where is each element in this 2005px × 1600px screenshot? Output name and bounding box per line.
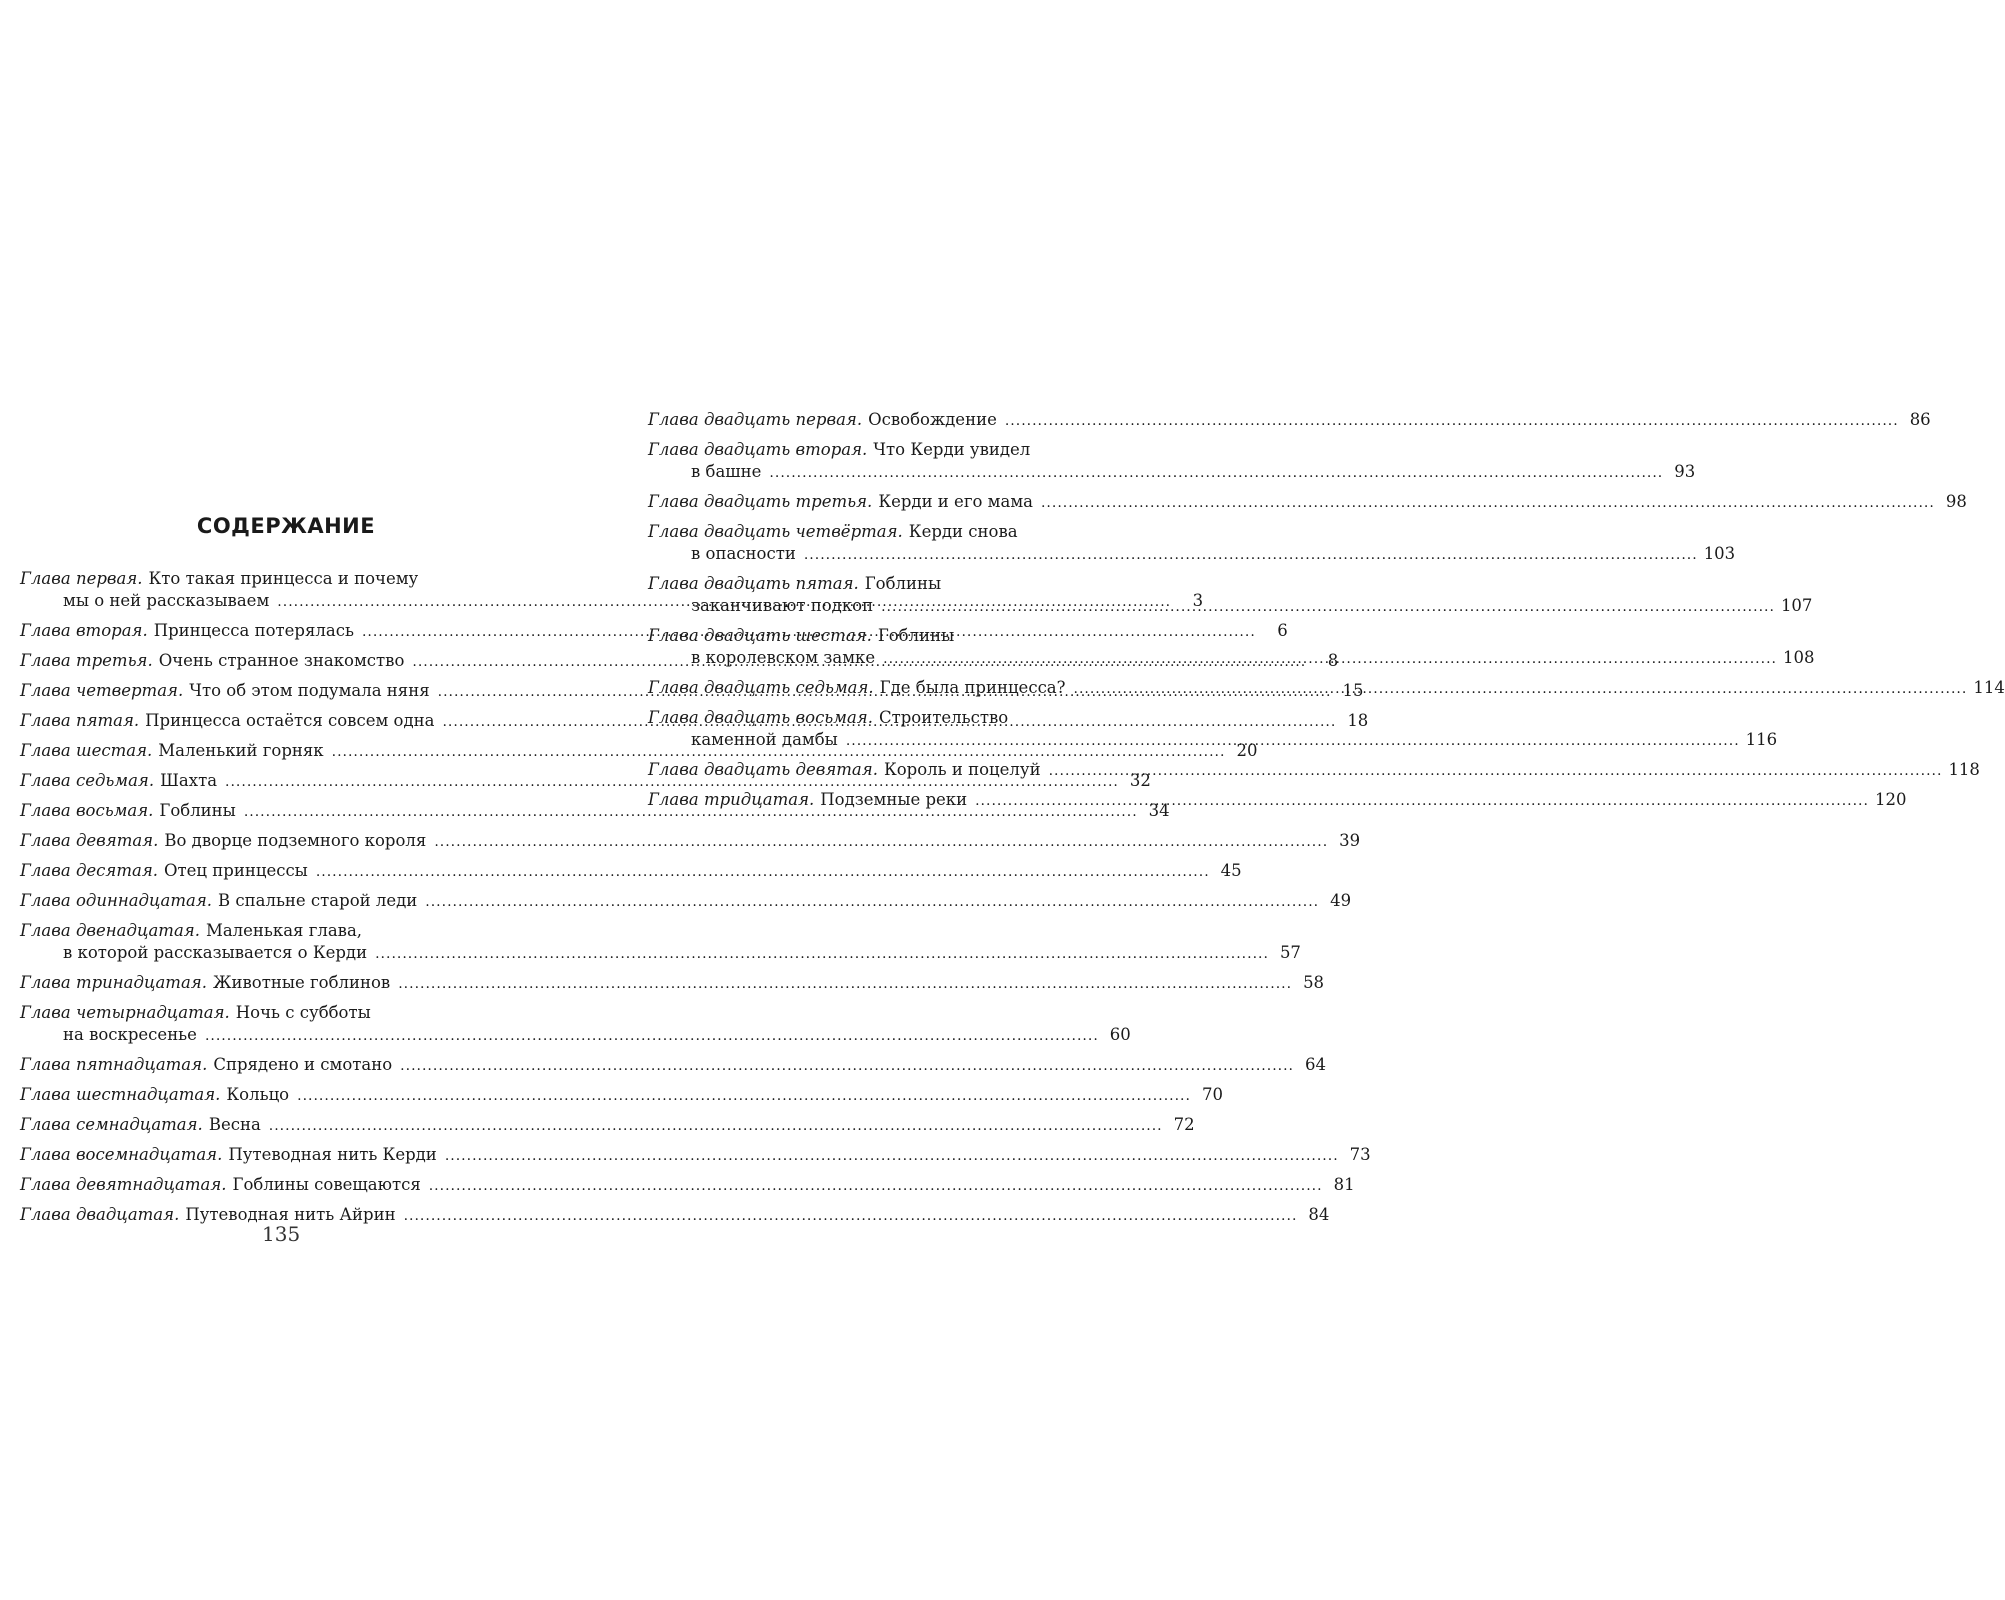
toc-entry [648,491,1967,514]
chapter-label: Глава шестнадцатая. [20,1085,221,1104]
toc-entry [20,972,1325,995]
toc-entry [20,890,1352,913]
page-ref: 107 [1780,596,1813,615]
page-ref: 20 [1236,741,1258,760]
page-ref: 93 [1674,462,1696,481]
toc-entry-line [20,1114,1195,1137]
toc-entry [20,920,1301,965]
dot-leader [375,943,1269,965]
chapter-label: Глава двенадцатая. [20,921,200,940]
chapter-title: Принцесса остаётся совсем одна [145,711,435,730]
toc-entry [648,439,1696,484]
toc-entry [20,860,1242,883]
page-ref: 49 [1330,891,1352,910]
page-ref: 57 [1279,943,1301,962]
toc-entry-line [20,770,1151,793]
chapter-label: Глава двадцать седьмая. [648,678,874,697]
chapter-title: Маленький горняк [158,741,324,760]
toc-entry-line [20,1002,534,1024]
dot-leader [205,1025,1099,1047]
toc-entry [20,1114,1195,1137]
page-ref: 103 [1703,544,1736,563]
dot-leader [316,861,1210,883]
chapter-title: Что Керди увидел [873,440,1031,459]
dot-leader [1049,760,1943,782]
toc-entry-line [648,759,1980,782]
toc-entry [20,800,1170,823]
dot-leader [269,1115,1163,1137]
toc-entry-line [20,860,1242,883]
chapter-title: Весна [208,1115,261,1134]
page-ref: 86 [1909,410,1931,429]
toc-entry-line [20,972,1325,995]
chapter-label: Глава двадцать вторая. [648,440,868,459]
toc-entry-line [20,1054,1327,1077]
chapter-title: в королевском замке [691,648,876,667]
page-title: СОДЕРЖАНИЕ [196,514,376,538]
page-number: 135 [262,1222,301,1246]
chapter-title: Ночь с субботы [235,1003,371,1022]
chapter-title: в которой рассказывается о Керди [63,943,368,962]
chapter-title: В спальне старой леди [218,891,418,910]
chapter-title: Маленькая глава, [205,921,363,940]
chapter-title: Путеводная нить Айрин [185,1205,396,1224]
toc-entry-line [648,707,1178,729]
toc-entry-line [20,740,1258,763]
dot-leader [297,1085,1191,1107]
toc-entry [20,1002,1131,1047]
chapter-title: Кто такая принцесса и почему [148,569,419,588]
toc-entry-line [20,1144,1371,1167]
chapter-title: в башне [691,462,762,481]
toc-entry [648,409,1931,432]
chapter-title: Гоблины [864,574,942,593]
toc-entry-line [648,595,1813,618]
chapter-label: Глава вторая. [20,621,148,640]
chapter-title: Подземные реки [820,790,968,809]
dot-leader [881,596,1775,618]
dot-leader [398,973,1292,995]
chapter-title: Керди и его мама [878,492,1033,511]
page-ref: 15 [1342,681,1364,700]
toc-entry-line [648,543,1736,566]
toc-entry-line [648,521,1178,543]
toc-entry-line [648,491,1967,514]
page-ref: 73 [1349,1145,1371,1164]
page-ref: 108 [1782,648,1815,667]
chapter-label: Глава семнадцатая. [20,1115,203,1134]
toc-entry-line [648,647,1815,670]
dot-leader [434,831,1328,853]
chapter-title: мы о ней рассказываем [63,591,270,610]
page-ref: 118 [1948,760,1980,779]
toc-entry [20,1174,1355,1197]
chapter-label: Глава двадцать четвёртая. [648,522,903,541]
chapter-label: Глава девятнадцатая. [20,1175,227,1194]
toc-entry [20,1144,1371,1167]
toc-entry [648,521,1736,566]
page-ref: 120 [1874,790,1907,809]
chapter-label: Глава тридцатая. [648,790,815,809]
page-ref: 39 [1339,831,1361,850]
chapter-title: Животные гоблинов [212,973,391,992]
chapter-label: Глава двадцатая. [20,1205,180,1224]
chapter-title: Гоблины [877,626,955,645]
chapter-title: Во дворце подземного короля [164,831,427,850]
toc-entry-line [648,625,1178,647]
chapter-label: Глава первая. [20,569,143,588]
page-ref: 3 [1192,591,1204,610]
toc-entry [648,759,1980,782]
page-ref: 58 [1303,973,1325,992]
toc-entry-line [648,573,1178,595]
chapter-label: Глава двадцать девятая. [648,760,878,779]
chapter-label: Глава двадцать первая. [648,410,863,429]
chapter-label: Глава третья. [20,651,153,670]
chapter-title: в опасности [691,544,796,563]
toc-entry [648,573,1813,618]
toc-entry-line [20,830,1361,853]
toc-entry-line [20,942,1301,965]
chapter-title: Король и поцелуй [883,760,1041,779]
chapter-title: Принцесса потерялась [153,621,354,640]
dot-leader [445,1145,1339,1167]
chapter-title: Гоблины [159,801,236,820]
page-ref: 114 [1973,678,2005,697]
chapter-label: Глава пятая. [20,711,140,730]
toc-entry-line [648,789,1907,812]
toc-entry-line [20,800,1170,823]
page-ref: 6 [1277,621,1288,640]
dot-leader [429,1175,1323,1197]
dot-leader [846,730,1740,752]
toc-entry-line [20,890,1352,913]
page-ref: 70 [1201,1085,1223,1104]
chapter-title: Отец принцессы [164,861,308,880]
dot-leader [400,1055,1294,1077]
chapter-title: заканчивают подкоп [691,596,874,615]
dot-leader [883,648,1777,670]
page-ref: 72 [1173,1115,1195,1134]
dot-leader [404,1205,1298,1227]
chapter-label: Глава шестая. [20,741,153,760]
dot-leader [1041,492,1935,514]
chapter-title: Очень странное знакомство [158,651,405,670]
page-ref: 116 [1745,730,1778,749]
chapter-title: Кольцо [226,1085,290,1104]
chapter-label: Глава девятая. [20,831,159,850]
toc-entry [20,830,1361,853]
toc-entry-line [20,920,534,942]
page-ref: 45 [1220,861,1242,880]
page-ref: 84 [1308,1205,1330,1224]
toc-entry-line [20,568,534,590]
chapter-title: Освобождение [868,410,997,429]
toc-entry-line [20,1084,1223,1107]
dot-leader [425,891,1319,913]
page-ref: 34 [1148,801,1170,820]
chapter-title: Путеводная нить Керди [228,1145,437,1164]
chapter-title: Где была принцесса? [879,678,1066,697]
chapter-label: Глава двадцать шестая. [648,626,872,645]
toc-entry [20,740,1258,763]
page-ref: 32 [1129,771,1151,790]
chapter-title: Что об этом подумала няня [189,681,430,700]
chapter-label: Глава одиннадцатая. [20,891,213,910]
chapter-title: Спрядено и смотано [213,1055,393,1074]
toc-entry-line [648,439,1178,461]
toc-entry [20,1084,1223,1107]
page-ref: 98 [1945,492,1967,511]
dot-leader [975,790,1869,812]
chapter-label: Глава пятнадцатая. [20,1055,208,1074]
chapter-label: Глава двадцать восьмая. [648,708,873,727]
chapter-label: Глава седьмая. [20,771,155,790]
page-ref: 8 [1327,651,1339,670]
chapter-title: Строительство [878,708,1009,727]
chapter-title: Шахта [160,771,218,790]
page-ref: 60 [1109,1025,1131,1044]
toc-entry-line [20,1024,1131,1047]
toc-entry-line [648,409,1931,432]
dot-leader [769,462,1663,484]
chapter-title: Гоблины совещаются [232,1175,421,1194]
dot-leader [804,544,1698,566]
chapter-title: на воскресенье [63,1025,197,1044]
page-ref: 64 [1305,1055,1327,1074]
dot-leader [1074,678,1968,700]
chapter-label: Глава восемнадцатая. [20,1145,223,1164]
page-ref: 18 [1347,711,1369,730]
dot-leader [1005,410,1899,432]
toc-entry [648,625,1815,670]
toc-entry [648,789,1907,812]
page-ref: 81 [1333,1175,1355,1194]
chapter-title: каменной дамбы [691,730,838,749]
chapter-label: Глава двадцать пятая. [648,574,859,593]
toc-entry [20,1054,1327,1077]
chapter-label: Глава тринадцатая. [20,973,207,992]
chapter-label: Глава десятая. [20,861,158,880]
chapter-label: Глава четырнадцатая. [20,1003,230,1022]
chapter-title: Керди снова [908,522,1018,541]
toc-entry-line [20,1174,1355,1197]
chapter-label: Глава четвертая. [20,681,184,700]
chapter-label: Глава двадцать третья. [648,492,873,511]
toc-entry-line [648,461,1696,484]
chapter-label: Глава восьмая. [20,801,154,820]
toc-entry [20,770,1151,793]
